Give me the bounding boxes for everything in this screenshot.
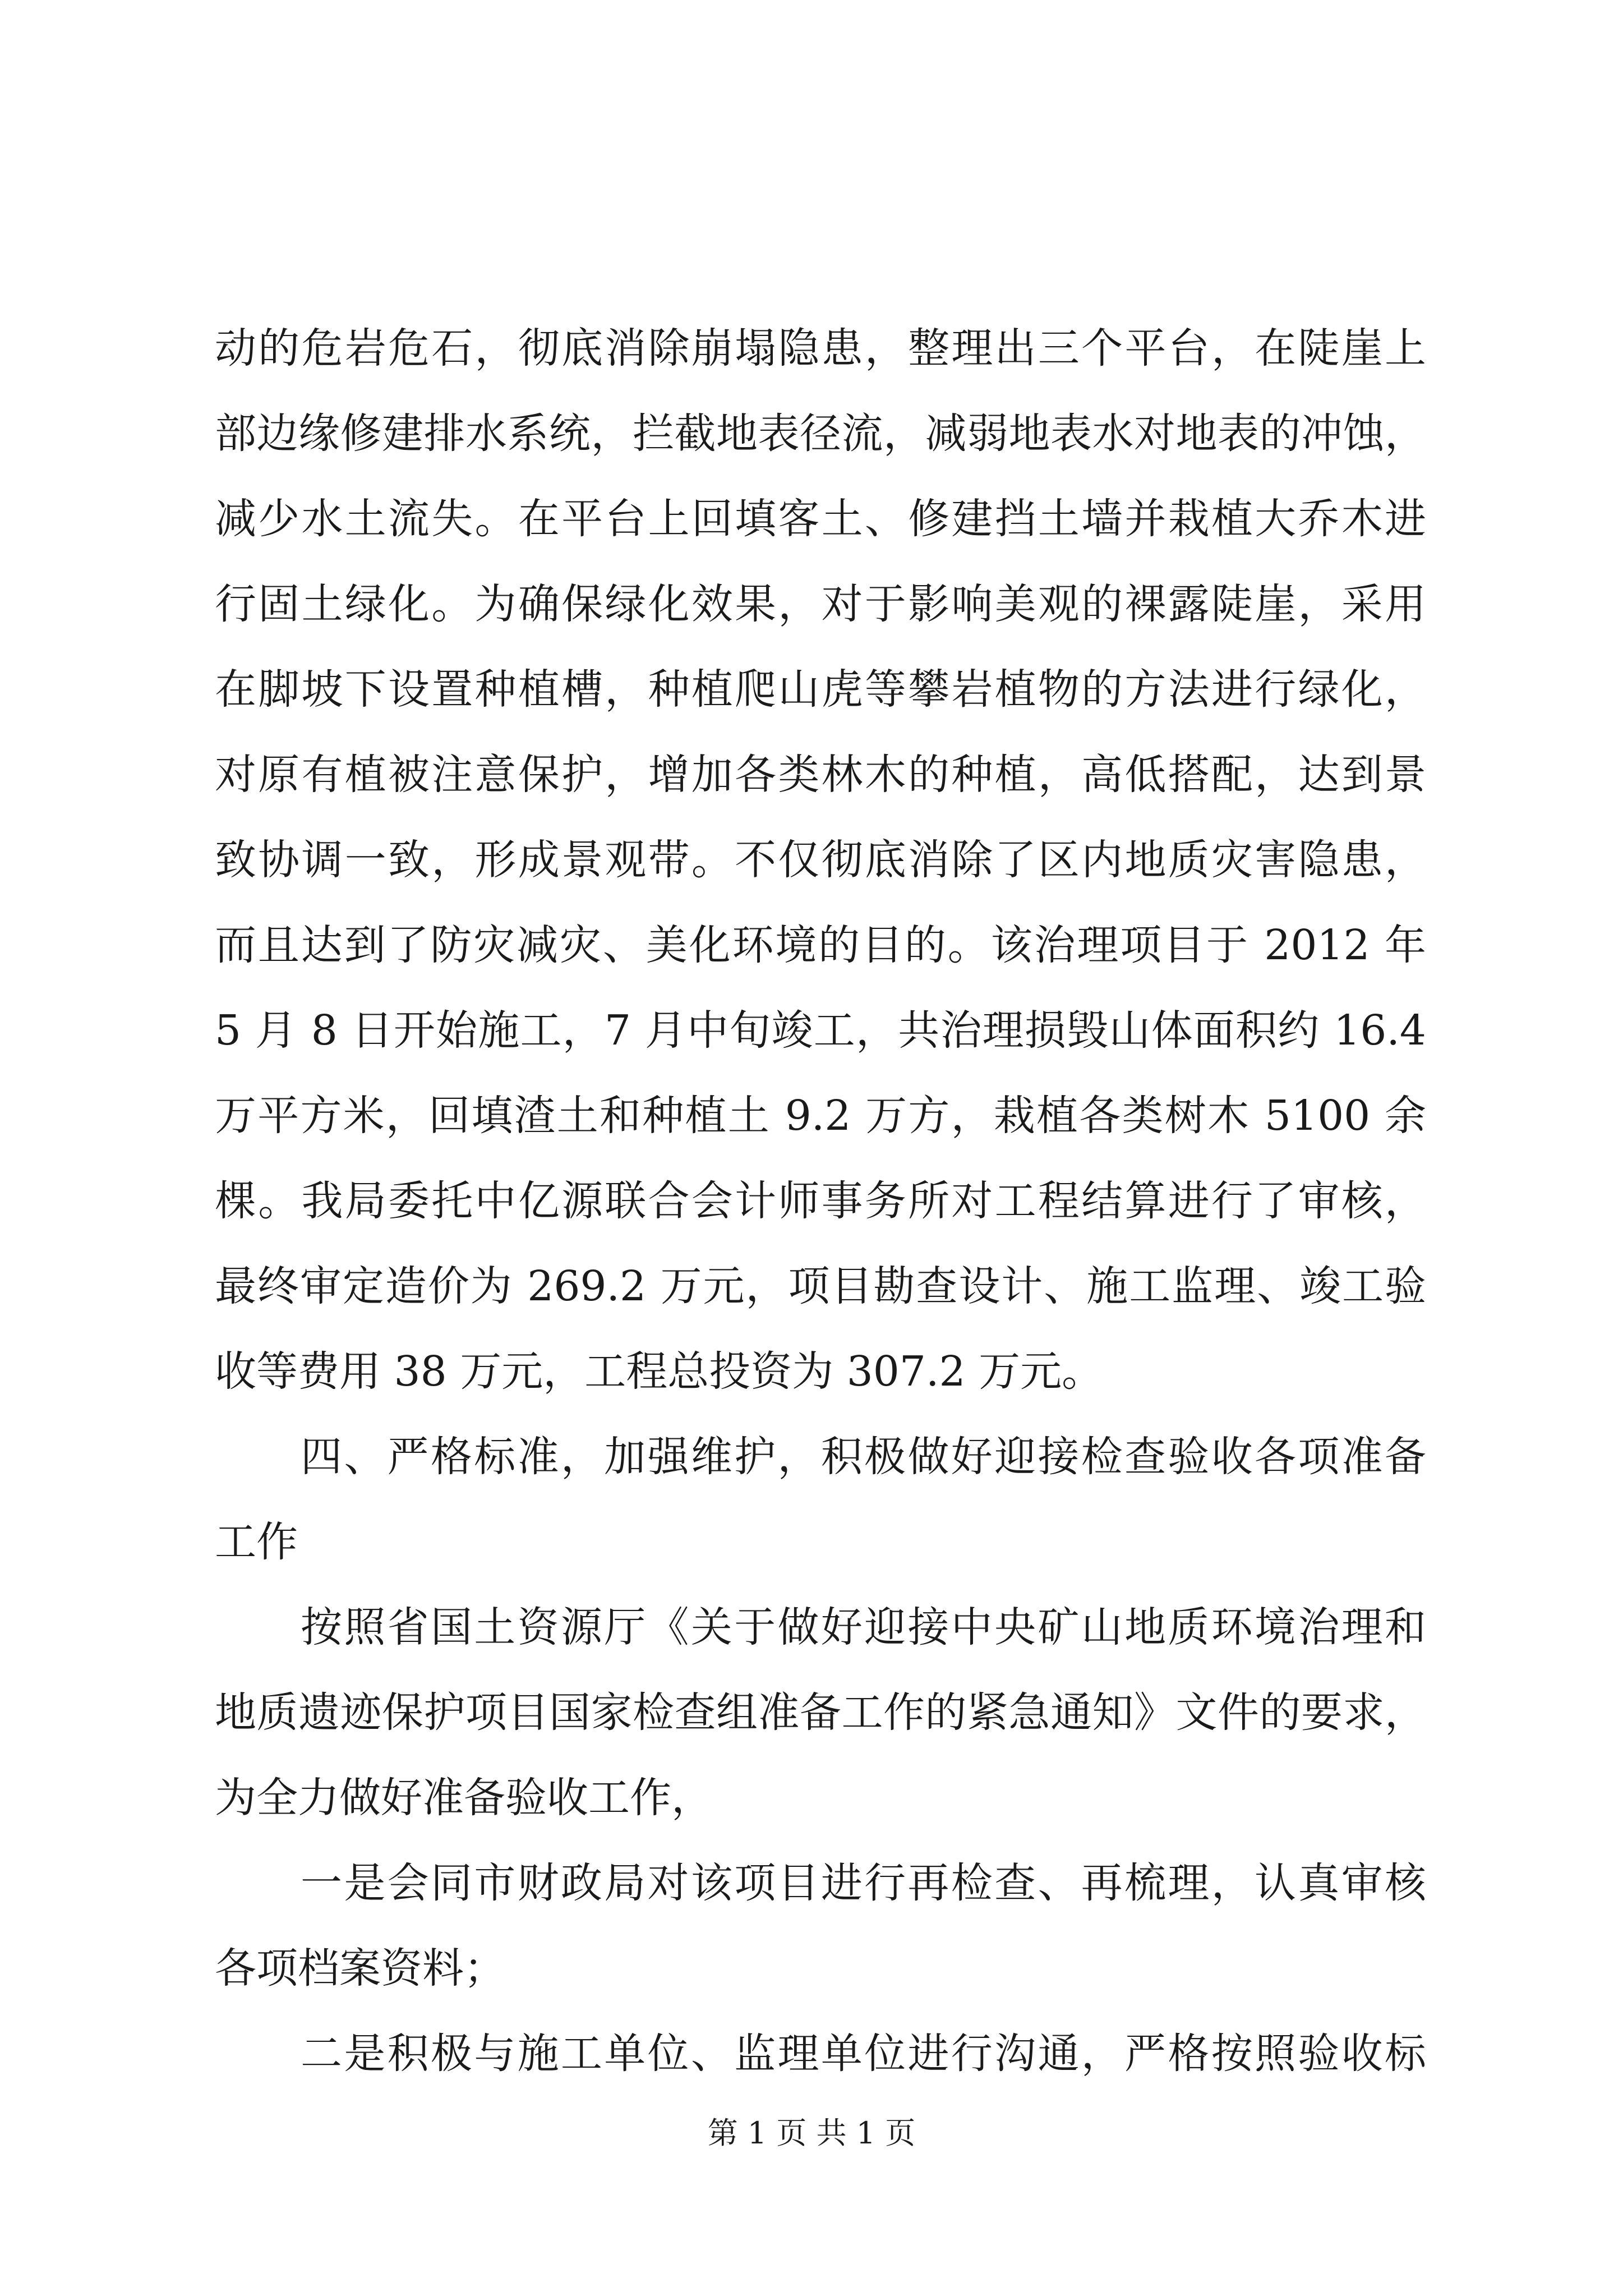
document-body	[215, 306, 1426, 2096]
page-footer: 第 1 页 共 1 页	[707, 2115, 916, 2151]
text-line-13: 收等费用 38 万元，工程总投资为 307.2 万元。	[215, 1347, 1104, 1396]
text-line-5: 在脚坡下设置种植槽，种植爬山虎等攀岩植物的方法进行绿化，	[215, 665, 1426, 714]
section-heading: 四、严格标准，加强维护，积极做好迎接检查验收各项准备	[301, 1433, 1426, 1481]
text-line-6: 对原有植被注意保护，增加各类林木的种植，高低搭配，达到景	[215, 751, 1426, 799]
text-line-4: 行固土绿化。为确保绿化效果，对于影响美观的裸露陡崖，采用	[215, 580, 1426, 628]
text-line-19: 一是会同市财政局对该项目进行再检查、再梳理，认真审核	[301, 1859, 1426, 1907]
text-line-21: 二是积极与施工单位、监理单位进行沟通，严格按照验收标	[301, 2030, 1426, 2078]
text-line-3: 减少水土流失。在平台上回填客土、修建挡土墙并栽植大乔木进	[215, 495, 1426, 543]
text-line-7: 致协调一致，形成景观带。不仅彻底消除了区内地质灾害隐患，	[215, 836, 1426, 884]
text-line-17: 地质遗迹保护项目国家检查组准备工作的紧急通知》文件的要求，	[215, 1688, 1426, 1737]
text-line-1: 动的危岩危石，彻底消除崩塌隐患，整理出三个平台，在陡崖上	[215, 324, 1426, 372]
text-line-2: 部边缘修建排水系统，拦截地表径流，减弱地表水对地表的冲蚀，	[215, 409, 1426, 458]
text-line-16: 按照省国土资源厅《关于做好迎接中央矿山地质环境治理和	[301, 1603, 1426, 1651]
text-line-8: 而且达到了防灾减灾、美化环境的目的。该治理项目于 2012 年	[215, 921, 1426, 969]
text-line-12: 最终审定造价为 269.2 万元，项目勘查设计、施工监理、竣工验	[215, 1262, 1426, 1310]
text-line-18: 为全力做好准备验收工作，	[215, 1774, 713, 1822]
text-line-20: 各项档案资料；	[215, 1944, 505, 1993]
text-line-11: 棵。我局委托中亿源联合会计师事务所对工程结算进行了审核，	[215, 1177, 1426, 1225]
text-line-10: 万平方米，回填渣土和种植土 9.2 万方，栽植各类树木 5100 余	[215, 1092, 1426, 1140]
section-heading-cont: 工作	[215, 1518, 298, 1566]
text-line-9: 5 月 8 日开始施工，7 月中旬竣工，共治理损毁山体面积约 16.4	[215, 1006, 1426, 1055]
